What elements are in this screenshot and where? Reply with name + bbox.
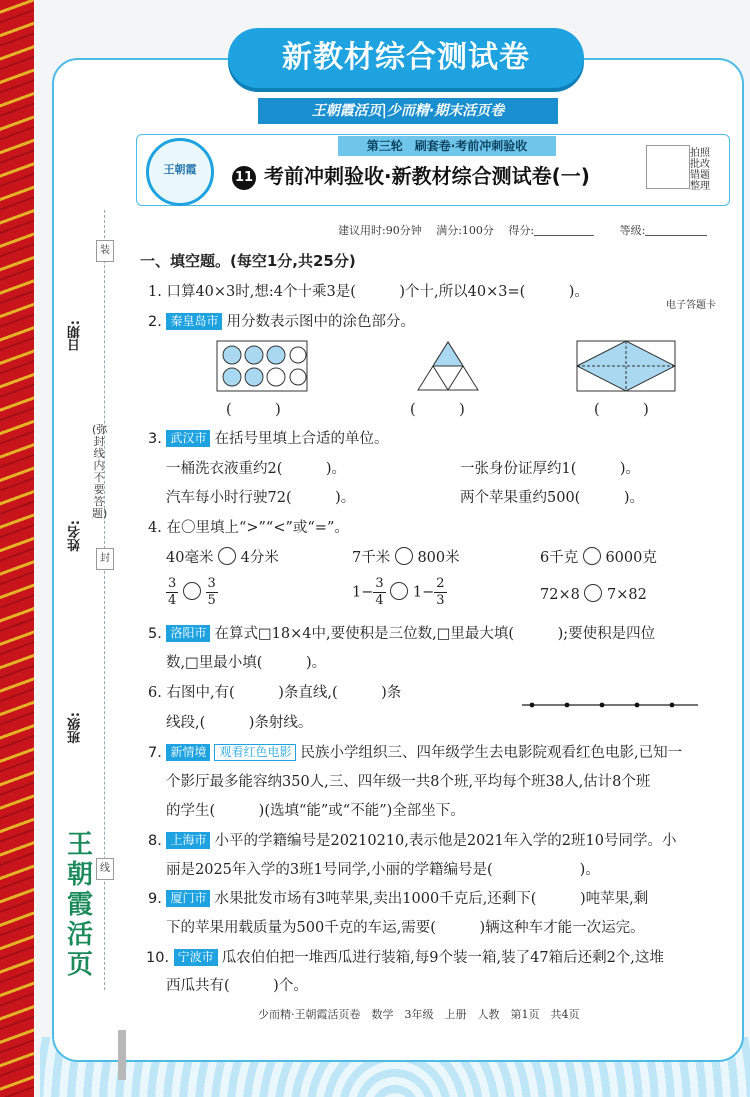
compare-circle[interactable]: [218, 547, 236, 565]
q4-row2-c: 72×8 7×82: [540, 584, 647, 603]
qr-label: 拍照批改 错题整理: [690, 148, 710, 192]
question-8-line2: 丽是2025年入学的3班1号同学,小丽的学籍编号是( )。: [166, 862, 600, 878]
qr-code[interactable]: [646, 145, 690, 189]
q3-item-d: 两个苹果重约500( )。: [460, 490, 644, 506]
compare-circle[interactable]: [390, 582, 408, 600]
brand-logo: 王朝霞: [146, 138, 214, 206]
figure-circles: [216, 340, 308, 392]
scrollbar[interactable]: [118, 1030, 126, 1080]
round-tab: 第三轮 刷套卷·考前冲刺验收: [338, 136, 556, 156]
exam-title: [232, 160, 590, 190]
topic-tag: 观看红色电影: [214, 744, 296, 761]
decorative-border-strip: [0, 0, 34, 1097]
question-number: 9.: [148, 891, 162, 907]
class-label: 班级:: [68, 712, 83, 744]
question-text: 水果批发市场有3吨苹果,卖出1000千克后,还剩下( )吨苹果,剩: [214, 891, 649, 907]
score-label: 得分:: [508, 224, 535, 237]
grade-field[interactable]: [645, 235, 707, 236]
question-9-line2: 下的苹果用载质量为500千克的车运,需要( )辆这种车才能一次运完。: [166, 920, 645, 936]
answer-blank-2b[interactable]: ( ): [410, 402, 465, 418]
q3-item-c: 汽车每小时行驶72( )。: [166, 490, 356, 506]
compare-circle[interactable]: [584, 584, 602, 602]
name-label: 姓名:: [68, 520, 83, 552]
section-title: 一、填空题。(每空1分,共25分): [140, 252, 356, 270]
question-4: 4. 在〇里填上“>”“<”或“=”。: [148, 520, 349, 536]
question-5: [148, 622, 655, 643]
grade-label: 等级:: [619, 224, 646, 237]
question-number: 10.: [146, 950, 170, 966]
exam-number: 11: [232, 166, 256, 190]
page-footer: 少而精·王朝霞活页卷 数学 3年级 上册 人教 第1页 共4页: [258, 1008, 580, 1021]
figure-triangle: [416, 340, 480, 392]
q4-row2-a: $\frac{3}{4}$ $\frac{3}{5}$: [168, 576, 216, 608]
figure-rectangle: [576, 340, 676, 392]
question-text: 小平的学籍编号是20210210,表示他是2021年入学的2班10号同学。小: [214, 833, 677, 849]
seal-note: (弥封线内不要答题): [92, 423, 108, 520]
question-text: 在括号里填上合适的单位。: [214, 431, 389, 447]
region-tag: 厦门市: [166, 890, 210, 907]
question-number: 7.: [148, 745, 162, 761]
date-label: 日期:: [68, 320, 83, 352]
question-7: [148, 741, 682, 762]
question-text: 瓜农伯伯把一堆西瓜进行装箱,每9个装一箱,装了47箱后还剩2个,这堆: [221, 950, 664, 966]
full-score: 满分:100分: [436, 224, 494, 237]
brand-vertical: 王朝霞活页: [66, 830, 93, 980]
banner-title: 新教材综合测试卷: [228, 28, 584, 88]
question-7-line3: 的学生( )(选填“能”或“不能”)全部坐下。: [166, 803, 465, 819]
question-10: [146, 946, 664, 967]
q4-row2-b: 1− $\frac{3}{4}$ 1− $\frac{2}{3}$: [352, 576, 445, 608]
q4-row1-b: 7千米 800米: [352, 546, 460, 567]
question-number: 3.: [148, 431, 162, 447]
question-number: 5.: [148, 626, 162, 642]
question-text: 用分数表示图中的涂色部分。: [226, 314, 415, 330]
compare-circle[interactable]: [183, 582, 201, 600]
region-tag: 秦皇岛市: [166, 313, 222, 330]
question-5-line2: 数,□里最小填( )。: [166, 655, 327, 671]
question-8: [148, 829, 676, 850]
question-text: 在算式□18×4中,要使积是三位数,□里最大填( );要使积是四位: [214, 626, 656, 642]
electronic-answer-card[interactable]: 电子答题卡: [666, 300, 716, 311]
seal-tag-bottom: 线: [96, 858, 114, 880]
banner-subtitle: 王朝霞活页|少而精·期末活页卷: [258, 98, 558, 124]
region-tag: 洛阳市: [166, 625, 210, 642]
seal-tag-mid: 封: [96, 548, 114, 570]
question-6: 6. 右图中,有( )条直线,( )条: [148, 685, 402, 701]
question-6-line2: 线段,( )条射线。: [166, 715, 313, 731]
compare-circle[interactable]: [583, 547, 601, 565]
q3-item-a: 一桶洗衣液重约2( )。: [166, 461, 347, 477]
question-9: [148, 887, 648, 908]
region-tag: 宁波市: [174, 949, 218, 966]
question-2: [148, 310, 415, 331]
region-tag: 上海市: [166, 832, 210, 849]
seal-tag-top: 装: [96, 240, 114, 262]
q4-row1-a: 40毫米 4分米: [166, 546, 279, 567]
figure-line-points: [522, 698, 702, 712]
question-10-line2: 西瓜共有( )个。: [166, 978, 308, 994]
question-3: [148, 427, 388, 448]
compare-circle[interactable]: [395, 547, 413, 565]
answer-blank-2c[interactable]: ( ): [594, 402, 649, 418]
score-field[interactable]: [534, 235, 594, 236]
question-7-line2: 个影厅最多能容纳350人,三、四年级一共8个班,平均每个班38人,估计8个班: [166, 774, 651, 790]
time-suggestion: 建议用时:90分钟: [338, 224, 422, 237]
region-tag: 武汉市: [166, 430, 210, 447]
scenario-tag: 新情境: [166, 744, 210, 761]
question-1: 1. 口算40×3时,想:4个十乘3是( )个十,所以40×3=( )。: [148, 284, 589, 300]
q4-row1-c: 6千克 6000克: [540, 546, 657, 567]
q3-item-b: 一张身份证厚约1( )。: [460, 461, 641, 477]
exam-title-text: 考前冲刺验收·新教材综合测试卷(一): [264, 164, 590, 188]
question-number: 8.: [148, 833, 162, 849]
question-number: 2.: [148, 314, 162, 330]
question-text: 民族小学组织三、四年级学生去电影院观看红色电影,已知一: [300, 745, 683, 761]
answer-blank-2a[interactable]: ( ): [226, 402, 281, 418]
info-line: [338, 222, 707, 238]
